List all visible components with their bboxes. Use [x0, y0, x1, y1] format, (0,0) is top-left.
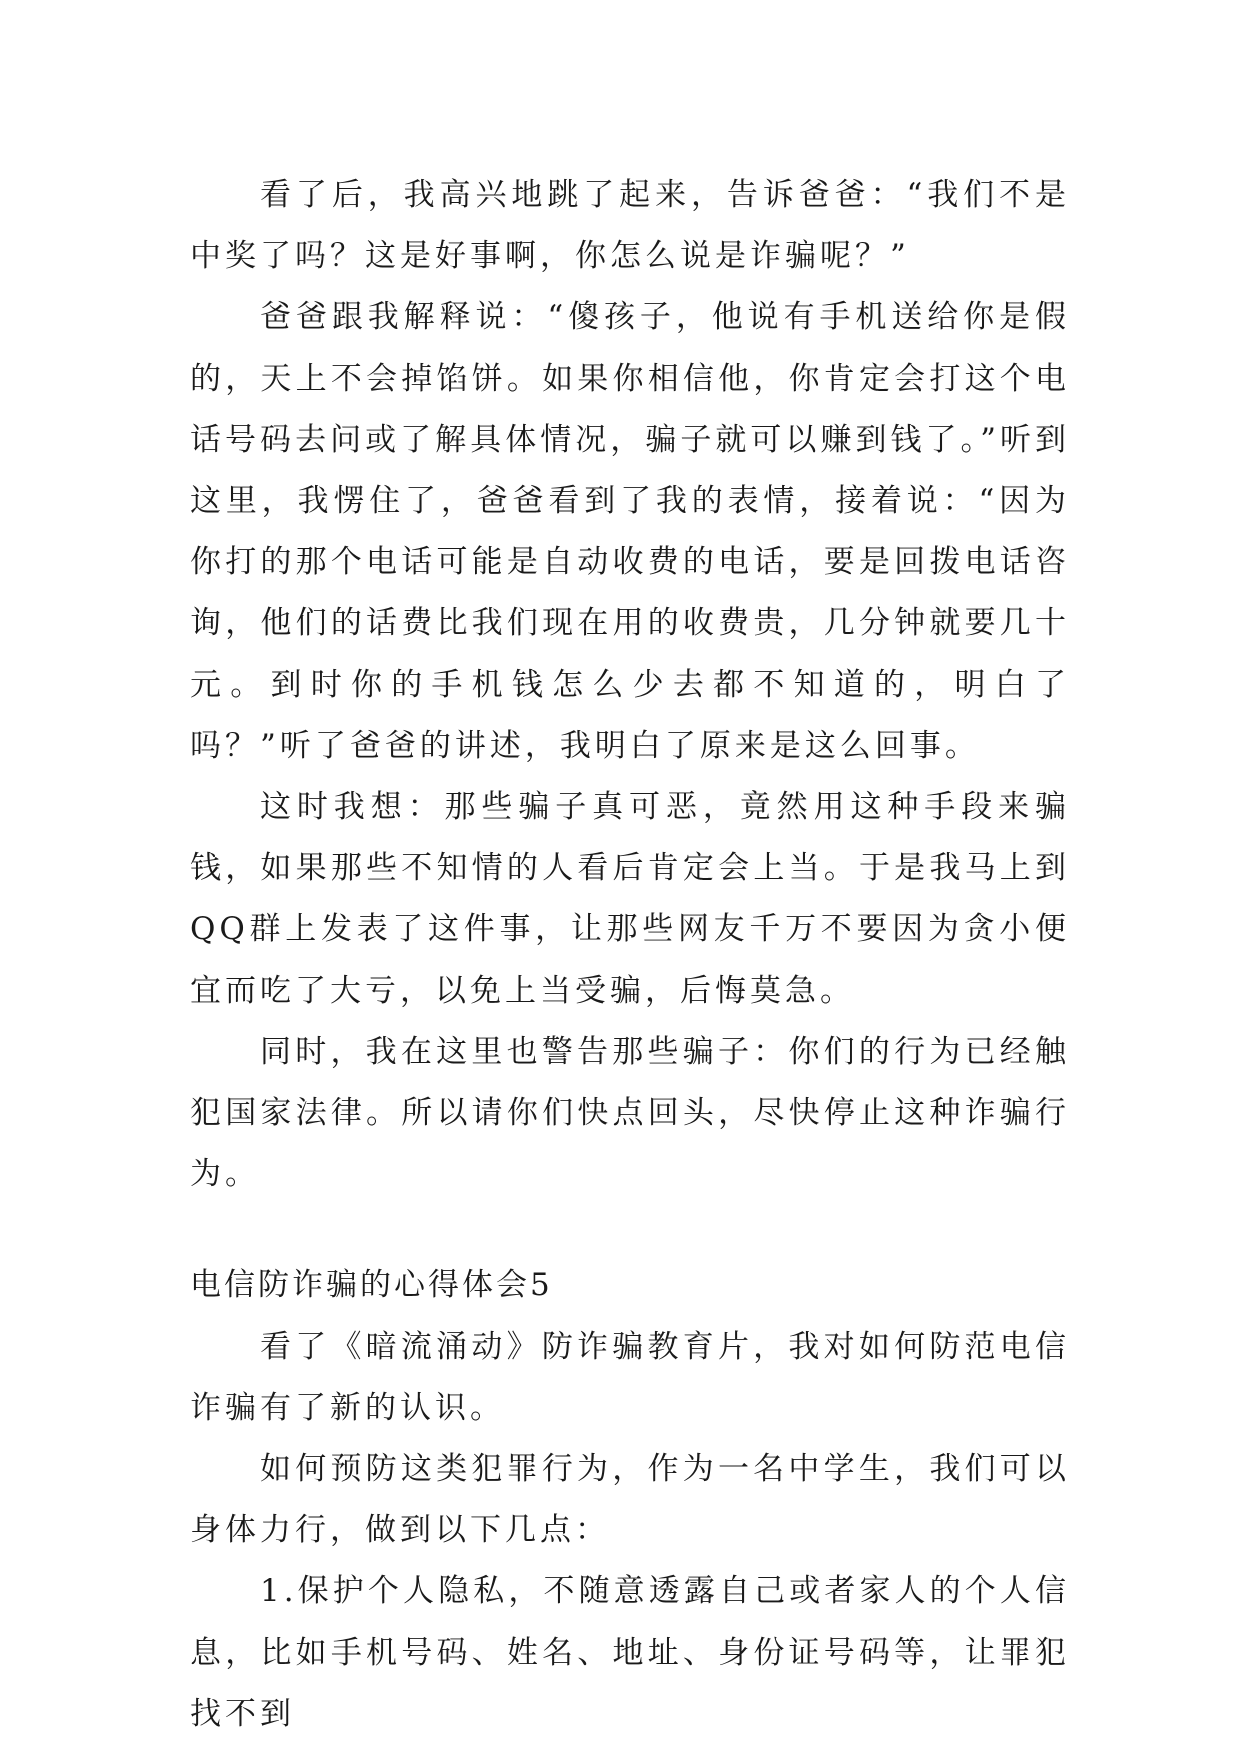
paragraph-scammers-hateful: 这时我想：那些骗子真可恶，竟然用这种手段来骗钱，如果那些不知情的人看后肯定会上当。于是我马上到QQ群上发表了这件事，让那些网友千万不要因为贪小便宜而吃了大亏，以免上当受骗，后悔莫急。	[190, 789, 1070, 1009]
paragraph-happy-jump: 看了后，我高兴地跳了起来，告诉爸爸：“我们不是中奖了吗？这是好事啊，你怎么说是诈骗呢？”	[190, 177, 1070, 275]
document-body	[190, 165, 1070, 1745]
paragraph-warning: 同时，我在这里也警告那些骗子：你们的行为已经触犯国家法律。所以请你们快点回头，尽快停止这种诈骗行为。	[190, 1033, 1070, 1193]
paragraph-father-explains: 爸爸跟我解释说：“傻孩子，他说有手机送给你是假的，天上不会掉馅饼。如果你相信他，你肯定会打这个电话号码去问或了解具体情况，骗子就可以赚到钱了。”听到这里，我愣住了，爸爸看到了我的表情，接着说：“因为你打的那个电话可能是自动收费的电话，要是回拨电话咨询，他们的话费比我们现在用的收费贵，几分钟就要几十元。到时你的手机钱怎么少去都不知道的，明白了吗？”听了爸爸的讲述，我明白了原来是这么回事。	[190, 299, 1070, 764]
paragraph-prevention-intro: 如何预防这类犯罪行为，作为一名中学生，我们可以身体力行，做到以下几点：	[190, 1451, 1070, 1549]
paragraph-point-1: 1.保护个人隐私，不随意透露自己或者家人的个人信息，比如手机号码、姓名、地址、身份证号码等，让罪犯找不到	[190, 1573, 1070, 1732]
paragraph-education-film: 看了《暗流涌动》防诈骗教育片，我对如何防范电信诈骗有了新的认识。	[190, 1328, 1070, 1426]
section-heading: 电信防诈骗的心得体会5	[190, 1267, 553, 1304]
